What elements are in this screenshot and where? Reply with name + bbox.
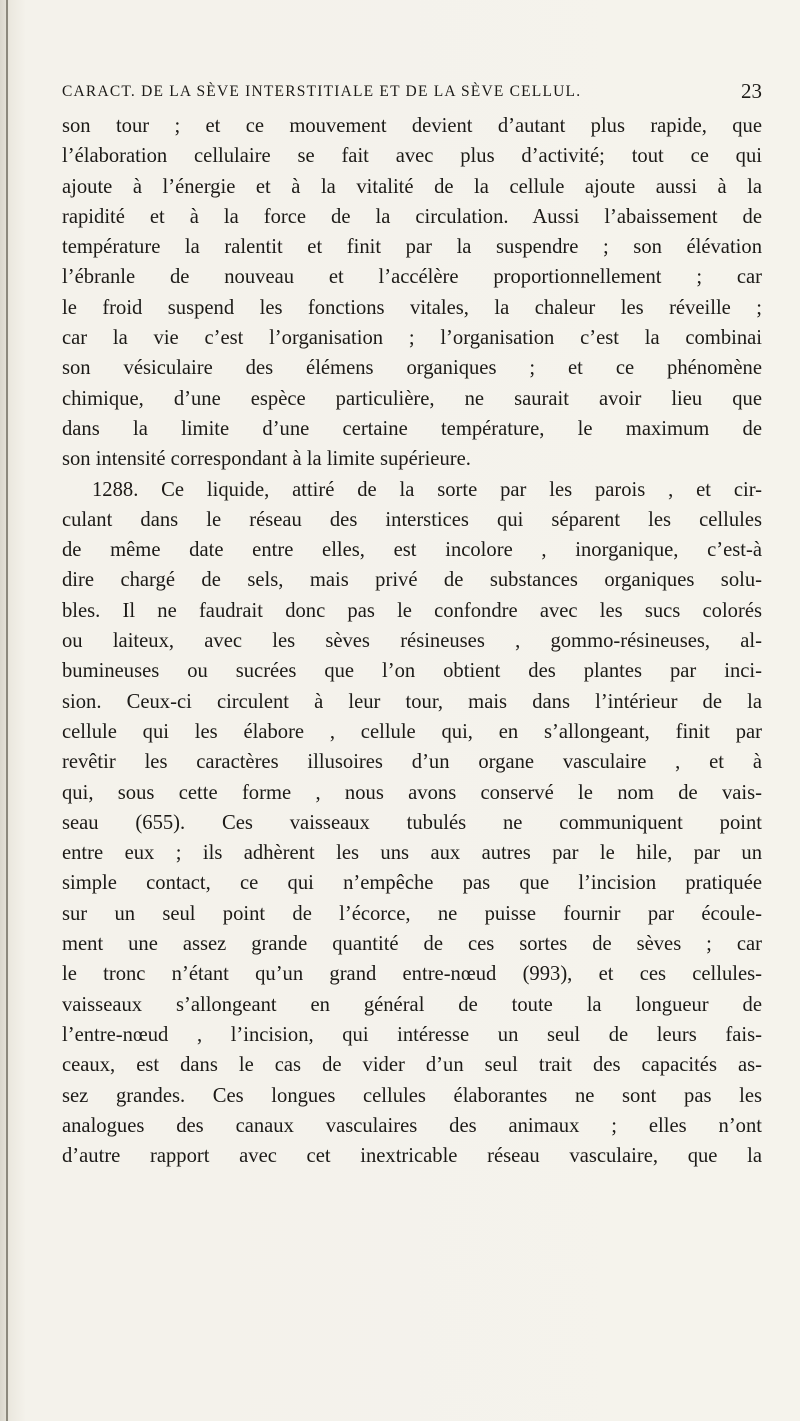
body-text xyxy=(62,111,762,1171)
text-line: sez grandes. Ces longues cellules élaborantes ne sont pas les xyxy=(62,1084,762,1107)
text-line: son tour ; et ce mouvement devient d’autant plus rapide, que xyxy=(62,115,762,137)
text-line: rapidité et à la force de la circulation. Aussi l’abaissement de xyxy=(62,205,762,228)
text-line: bumineuses ou sucrées que l’on obtient des plantes par inci- xyxy=(62,660,762,683)
binding-gutter xyxy=(6,0,8,1421)
text-line: son intensité correspondant à la limite supérieure. xyxy=(62,448,471,471)
text-line: ceaux, est dans le cas de vider d’un seul trait des capacités as- xyxy=(62,1054,762,1077)
text-line: seau (655). Ces vaisseaux tubulés ne communiquent point xyxy=(62,811,762,834)
text-line: l’élaboration cellulaire se fait avec plus d’activité; tout ce qui xyxy=(62,145,762,168)
text-line: vaisseaux s’allongeant en général de toute la longueur de xyxy=(62,993,762,1016)
text-line: ment une assez grande quantité de ces sortes de sèves ; car xyxy=(62,933,762,956)
text-line: température la ralentit et finit par la suspendre ; son élévation xyxy=(62,236,762,259)
text-line: simple contact, ce qui n’empêche pas que l’incision pratiquée xyxy=(62,872,762,895)
text-line: sur un seul point de l’écorce, ne puisse fournir par écoule- xyxy=(62,902,762,925)
text-line: l’entre-nœud , l’incision, qui intéresse un seul de leurs fais- xyxy=(62,1023,762,1046)
text-line: d’autre rapport avec cet inextricable réseau vasculaire, que la xyxy=(62,1145,762,1168)
text-line: l’ébranle de nouveau et l’accélère proportionnellement ; car xyxy=(62,266,762,289)
text-line: analogues des canaux vasculaires des animaux ; elles n’ont xyxy=(62,1114,762,1137)
page-number: 23 xyxy=(741,79,762,103)
text-line: car la vie c’est l’organisation ; l’organisation c’est la combinai xyxy=(62,327,762,350)
running-head-title: CARACT. DE LA SÈVE INTERSTITIALE ET DE LA SÈVE CELLUL. xyxy=(62,83,582,100)
text-line: entre eux ; ils adhèrent les uns aux autres par le hile, par un xyxy=(62,842,762,865)
text-line: bles. Il ne faudrait donc pas le confondre avec les sucs colorés xyxy=(62,599,762,622)
text-line: le tronc n’étant qu’un grand entre-nœud (993), et ces cellules- xyxy=(62,963,762,986)
paragraph-start-line: 1288. Ce liquide, attiré de la sorte par les parois , et cir- xyxy=(92,478,762,501)
text-line: revêtir les caractères illusoires d’un organe vasculaire , et à xyxy=(62,751,762,774)
text-line: de même date entre elles, est incolore , inorganique, c’est-à xyxy=(62,539,762,562)
text-line: sion. Ceux-ci circulent à leur tour, mais dans l’intérieur de la xyxy=(62,690,762,713)
text-line: ou laiteux, avec les sèves résineuses , gommo-résineuses, al- xyxy=(62,630,762,653)
text-line: son vésiculaire des élémens organiques ; et ce phénomène xyxy=(62,357,762,380)
text-line: qui, sous cette forme , nous avons conservé le nom de vais- xyxy=(62,781,762,804)
text-line: culant dans le réseau des interstices qui séparent les cellules xyxy=(62,508,762,531)
text-line: le froid suspend les fonctions vitales, la chaleur les réveille ; xyxy=(62,296,762,319)
text-line: cellule qui les élabore , cellule qui, en s’allongeant, finit par xyxy=(62,720,762,743)
text-line: chimique, d’une espèce particulière, ne saurait avoir lieu que xyxy=(62,387,762,410)
running-head xyxy=(62,79,762,113)
text-line: dans la limite d’une certaine température, le maximum de xyxy=(62,417,762,440)
text-line: dire chargé de sels, mais privé de substances organiques solu- xyxy=(62,569,762,592)
text-line: ajoute à l’énergie et à la vitalité de la cellule ajoute aussi à la xyxy=(62,175,762,198)
